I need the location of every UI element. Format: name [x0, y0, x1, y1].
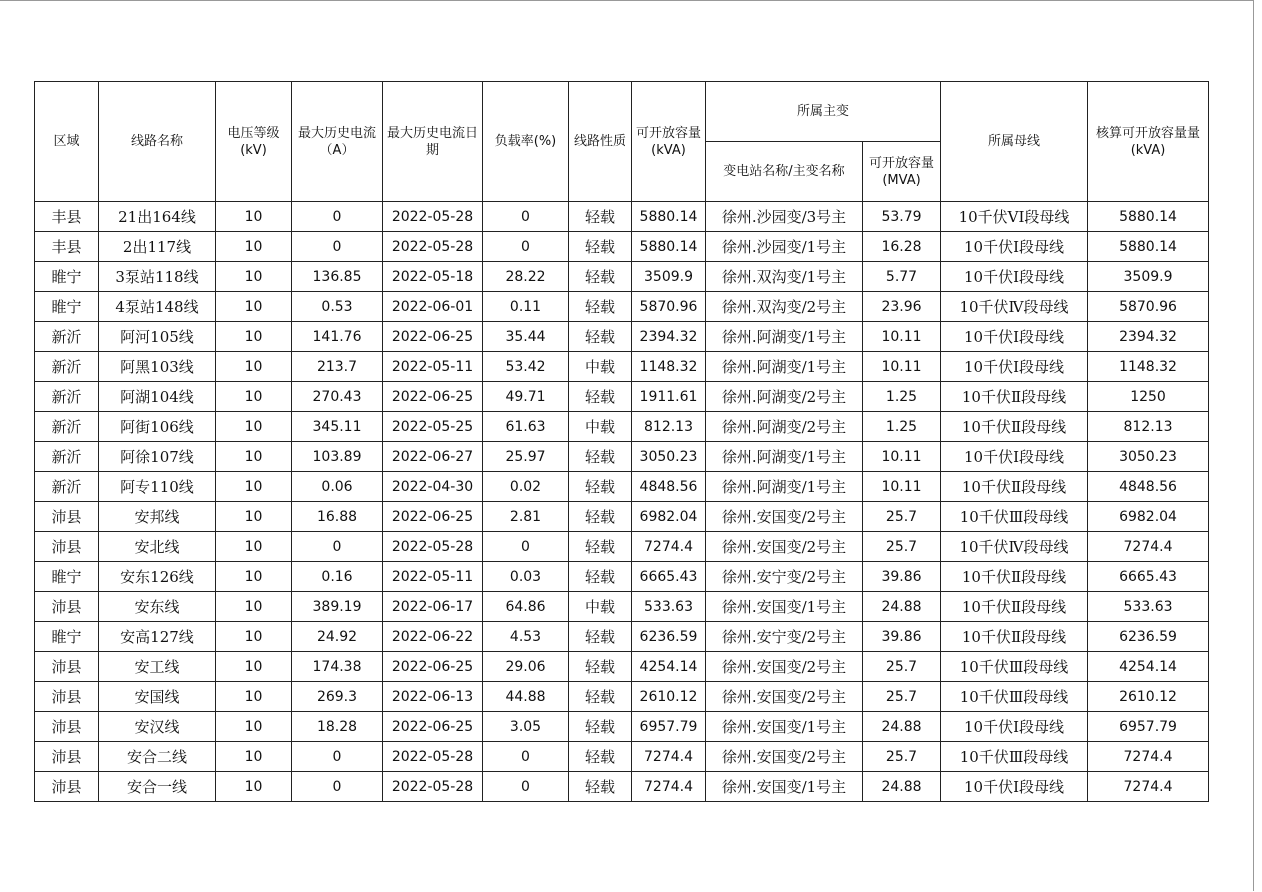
calc-capacity-cell: 3050.23	[1088, 442, 1209, 472]
region-cell: 新沂	[35, 352, 99, 382]
table-row	[35, 382, 1209, 412]
header-region: 区域	[35, 82, 99, 202]
station-cell: 徐州.阿湖变/1号主	[706, 472, 863, 502]
capacity-table	[34, 81, 1209, 802]
header-transformer-group: 所属主变	[706, 82, 941, 142]
load-rate-cell: 35.44	[483, 322, 569, 352]
load-rate-cell: 44.88	[483, 682, 569, 712]
date-cell: 2022-05-28	[383, 532, 483, 562]
calc-capacity-cell: 6665.43	[1088, 562, 1209, 592]
region-cell: 沛县	[35, 532, 99, 562]
open-capacity-cell: 7274.4	[632, 742, 706, 772]
station-cell: 徐州.双沟变/1号主	[706, 262, 863, 292]
date-cell: 2022-06-25	[383, 322, 483, 352]
voltage-cell: 10	[216, 412, 292, 442]
table-row	[35, 652, 1209, 682]
region-cell: 沛县	[35, 592, 99, 622]
transformer-capacity-cell: 23.96	[863, 292, 941, 322]
busbar-cell: 10千伏Ⅱ段母线	[941, 622, 1088, 652]
region-cell: 睢宁	[35, 622, 99, 652]
line-nature-cell: 轻载	[569, 622, 632, 652]
open-capacity-cell: 1148.32	[632, 352, 706, 382]
load-rate-cell: 64.86	[483, 592, 569, 622]
station-cell: 徐州.阿湖变/2号主	[706, 412, 863, 442]
line-name-cell: 阿街106线	[99, 412, 216, 442]
region-cell: 丰县	[35, 232, 99, 262]
station-cell: 徐州.阿湖变/1号主	[706, 442, 863, 472]
max-current-cell: 0	[292, 772, 383, 802]
open-capacity-cell: 4848.56	[632, 472, 706, 502]
date-cell: 2022-06-22	[383, 622, 483, 652]
line-nature-cell: 轻载	[569, 742, 632, 772]
transformer-capacity-cell: 16.28	[863, 232, 941, 262]
busbar-cell: 10千伏Ⅲ段母线	[941, 652, 1088, 682]
busbar-cell: 10千伏Ⅰ段母线	[941, 772, 1088, 802]
voltage-cell: 10	[216, 652, 292, 682]
calc-capacity-cell: 2610.12	[1088, 682, 1209, 712]
load-rate-cell: 53.42	[483, 352, 569, 382]
table-row	[35, 412, 1209, 442]
transformer-capacity-cell: 10.11	[863, 322, 941, 352]
table-row	[35, 682, 1209, 712]
transformer-capacity-cell: 25.7	[863, 502, 941, 532]
header-station-name: 变电站名称/主变名称	[706, 142, 863, 202]
open-capacity-cell: 7274.4	[632, 532, 706, 562]
calc-capacity-cell: 5880.14	[1088, 232, 1209, 262]
max-current-cell: 0.53	[292, 292, 383, 322]
line-name-cell: 安合一线	[99, 772, 216, 802]
line-nature-cell: 轻载	[569, 772, 632, 802]
load-rate-cell: 0	[483, 532, 569, 562]
voltage-cell: 10	[216, 562, 292, 592]
table-row	[35, 292, 1209, 322]
line-name-cell: 2出117线	[99, 232, 216, 262]
station-cell: 徐州.安国变/2号主	[706, 532, 863, 562]
open-capacity-cell: 2610.12	[632, 682, 706, 712]
max-current-cell: 0	[292, 232, 383, 262]
region-cell: 沛县	[35, 772, 99, 802]
calc-capacity-cell: 3509.9	[1088, 262, 1209, 292]
load-rate-cell: 3.05	[483, 712, 569, 742]
line-nature-cell: 中载	[569, 412, 632, 442]
voltage-cell: 10	[216, 292, 292, 322]
voltage-cell: 10	[216, 442, 292, 472]
station-cell: 徐州.阿湖变/1号主	[706, 322, 863, 352]
header-busbar: 所属母线	[941, 82, 1088, 202]
open-capacity-cell: 5880.14	[632, 232, 706, 262]
max-current-cell: 136.85	[292, 262, 383, 292]
table-row	[35, 472, 1209, 502]
open-capacity-cell: 4254.14	[632, 652, 706, 682]
date-cell: 2022-05-11	[383, 562, 483, 592]
voltage-cell: 10	[216, 772, 292, 802]
line-nature-cell: 轻载	[569, 562, 632, 592]
header-line-nature: 线路性质	[569, 82, 632, 202]
table-row	[35, 592, 1209, 622]
calc-capacity-cell: 812.13	[1088, 412, 1209, 442]
date-cell: 2022-05-28	[383, 202, 483, 232]
max-current-cell: 0.06	[292, 472, 383, 502]
busbar-cell: 10千伏Ⅱ段母线	[941, 382, 1088, 412]
header-open-capacity: 可开放容量(kVA)	[632, 82, 706, 202]
open-capacity-cell: 6982.04	[632, 502, 706, 532]
max-current-cell: 0	[292, 202, 383, 232]
max-current-cell: 269.3	[292, 682, 383, 712]
open-capacity-cell: 5870.96	[632, 292, 706, 322]
station-cell: 徐州.安国变/2号主	[706, 652, 863, 682]
open-capacity-cell: 3509.9	[632, 262, 706, 292]
line-nature-cell: 轻载	[569, 442, 632, 472]
header-max-current-date: 最大历史电流日期	[383, 82, 483, 202]
busbar-cell: 10千伏Ⅲ段母线	[941, 502, 1088, 532]
region-cell: 新沂	[35, 412, 99, 442]
max-current-cell: 24.92	[292, 622, 383, 652]
calc-capacity-cell: 1148.32	[1088, 352, 1209, 382]
transformer-capacity-cell: 10.11	[863, 352, 941, 382]
line-nature-cell: 轻载	[569, 322, 632, 352]
max-current-cell: 0	[292, 742, 383, 772]
busbar-cell: 10千伏Ⅱ段母线	[941, 412, 1088, 442]
line-nature-cell: 中载	[569, 352, 632, 382]
max-current-cell: 213.7	[292, 352, 383, 382]
transformer-capacity-cell: 39.86	[863, 622, 941, 652]
calc-capacity-cell: 533.63	[1088, 592, 1209, 622]
line-name-cell: 阿河105线	[99, 322, 216, 352]
open-capacity-cell: 1911.61	[632, 382, 706, 412]
open-capacity-cell: 6957.79	[632, 712, 706, 742]
voltage-cell: 10	[216, 472, 292, 502]
table-row	[35, 532, 1209, 562]
transformer-capacity-cell: 1.25	[863, 412, 941, 442]
line-nature-cell: 轻载	[569, 382, 632, 412]
date-cell: 2022-05-25	[383, 412, 483, 442]
transformer-capacity-cell: 1.25	[863, 382, 941, 412]
region-cell: 睢宁	[35, 562, 99, 592]
header-voltage: 电压等级(kV)	[216, 82, 292, 202]
load-rate-cell: 49.71	[483, 382, 569, 412]
table-row	[35, 352, 1209, 382]
line-nature-cell: 轻载	[569, 502, 632, 532]
line-name-cell: 阿专110线	[99, 472, 216, 502]
busbar-cell: 10千伏Ⅰ段母线	[941, 232, 1088, 262]
voltage-cell: 10	[216, 622, 292, 652]
calc-capacity-cell: 7274.4	[1088, 772, 1209, 802]
calc-capacity-cell: 4848.56	[1088, 472, 1209, 502]
transformer-capacity-cell: 25.7	[863, 532, 941, 562]
max-current-cell: 18.28	[292, 712, 383, 742]
open-capacity-cell: 6665.43	[632, 562, 706, 592]
busbar-cell: 10千伏Ⅰ段母线	[941, 262, 1088, 292]
date-cell: 2022-06-27	[383, 442, 483, 472]
table-row	[35, 232, 1209, 262]
line-nature-cell: 轻载	[569, 472, 632, 502]
date-cell: 2022-06-25	[383, 712, 483, 742]
region-cell: 新沂	[35, 472, 99, 502]
table-row	[35, 322, 1209, 352]
table-row	[35, 622, 1209, 652]
table-row	[35, 442, 1209, 472]
voltage-cell: 10	[216, 352, 292, 382]
line-name-cell: 安合二线	[99, 742, 216, 772]
open-capacity-cell: 7274.4	[632, 772, 706, 802]
transformer-capacity-cell: 10.11	[863, 472, 941, 502]
line-name-cell: 安国线	[99, 682, 216, 712]
line-nature-cell: 中载	[569, 592, 632, 622]
calc-capacity-cell: 2394.32	[1088, 322, 1209, 352]
busbar-cell: 10千伏Ⅲ段母线	[941, 682, 1088, 712]
header-load-rate: 负载率(%)	[483, 82, 569, 202]
line-name-cell: 4泵站148线	[99, 292, 216, 322]
station-cell: 徐州.安宁变/2号主	[706, 622, 863, 652]
calc-capacity-cell: 7274.4	[1088, 532, 1209, 562]
busbar-cell: 10千伏Ⅰ段母线	[941, 322, 1088, 352]
station-cell: 徐州.安国变/1号主	[706, 712, 863, 742]
table-row	[35, 202, 1209, 232]
transformer-capacity-cell: 5.77	[863, 262, 941, 292]
voltage-cell: 10	[216, 232, 292, 262]
busbar-cell: 10千伏VI段母线	[941, 202, 1088, 232]
transformer-capacity-cell: 24.88	[863, 772, 941, 802]
voltage-cell: 10	[216, 322, 292, 352]
line-nature-cell: 轻载	[569, 532, 632, 562]
transformer-capacity-cell: 25.7	[863, 682, 941, 712]
open-capacity-cell: 6236.59	[632, 622, 706, 652]
table-row	[35, 742, 1209, 772]
busbar-cell: 10千伏Ⅱ段母线	[941, 562, 1088, 592]
transformer-capacity-cell: 24.88	[863, 712, 941, 742]
voltage-cell: 10	[216, 382, 292, 412]
load-rate-cell: 0.03	[483, 562, 569, 592]
line-name-cell: 21出164线	[99, 202, 216, 232]
region-cell: 沛县	[35, 502, 99, 532]
station-cell: 徐州.安国变/1号主	[706, 592, 863, 622]
line-name-cell: 安北线	[99, 532, 216, 562]
open-capacity-cell: 3050.23	[632, 442, 706, 472]
busbar-cell: 10千伏Ⅳ段母线	[941, 532, 1088, 562]
load-rate-cell: 0	[483, 232, 569, 262]
load-rate-cell: 0	[483, 202, 569, 232]
line-name-cell: 安工线	[99, 652, 216, 682]
voltage-cell: 10	[216, 592, 292, 622]
date-cell: 2022-06-01	[383, 292, 483, 322]
max-current-cell: 270.43	[292, 382, 383, 412]
line-nature-cell: 轻载	[569, 652, 632, 682]
busbar-cell: 10千伏Ⅰ段母线	[941, 442, 1088, 472]
max-current-cell: 103.89	[292, 442, 383, 472]
date-cell: 2022-06-17	[383, 592, 483, 622]
station-cell: 徐州.阿湖变/1号主	[706, 352, 863, 382]
load-rate-cell: 25.97	[483, 442, 569, 472]
max-current-cell: 16.88	[292, 502, 383, 532]
region-cell: 丰县	[35, 202, 99, 232]
load-rate-cell: 4.53	[483, 622, 569, 652]
date-cell: 2022-06-25	[383, 652, 483, 682]
open-capacity-cell: 5880.14	[632, 202, 706, 232]
header-transformer-capacity: 可开放容量(MVA)	[863, 142, 941, 202]
voltage-cell: 10	[216, 502, 292, 532]
line-nature-cell: 轻载	[569, 202, 632, 232]
transformer-capacity-cell: 53.79	[863, 202, 941, 232]
max-current-cell: 0	[292, 532, 383, 562]
station-cell: 徐州.沙园变/1号主	[706, 232, 863, 262]
header-line-name: 线路名称	[99, 82, 216, 202]
region-cell: 沛县	[35, 652, 99, 682]
transformer-capacity-cell: 25.7	[863, 742, 941, 772]
header-calc-capacity: 核算可开放容量量(kVA)	[1088, 82, 1209, 202]
line-name-cell: 安汉线	[99, 712, 216, 742]
calc-capacity-cell: 7274.4	[1088, 742, 1209, 772]
line-nature-cell: 轻载	[569, 712, 632, 742]
table-row	[35, 712, 1209, 742]
voltage-cell: 10	[216, 262, 292, 292]
voltage-cell: 10	[216, 682, 292, 712]
load-rate-cell: 0	[483, 772, 569, 802]
max-current-cell: 389.19	[292, 592, 383, 622]
line-name-cell: 阿徐107线	[99, 442, 216, 472]
busbar-cell: 10千伏Ⅳ段母线	[941, 292, 1088, 322]
calc-capacity-cell: 6982.04	[1088, 502, 1209, 532]
busbar-cell: 10千伏Ⅱ段母线	[941, 592, 1088, 622]
table-row	[35, 562, 1209, 592]
calc-capacity-cell: 4254.14	[1088, 652, 1209, 682]
load-rate-cell: 0	[483, 742, 569, 772]
line-name-cell: 阿黑103线	[99, 352, 216, 382]
station-cell: 徐州.安宁变/2号主	[706, 562, 863, 592]
station-cell: 徐州.阿湖变/2号主	[706, 382, 863, 412]
station-cell: 徐州.安国变/2号主	[706, 682, 863, 712]
max-current-cell: 0.16	[292, 562, 383, 592]
table-row	[35, 772, 1209, 802]
calc-capacity-cell: 5880.14	[1088, 202, 1209, 232]
max-current-cell: 141.76	[292, 322, 383, 352]
station-cell: 徐州.安国变/2号主	[706, 502, 863, 532]
region-cell: 沛县	[35, 682, 99, 712]
transformer-capacity-cell: 25.7	[863, 652, 941, 682]
region-cell: 睢宁	[35, 292, 99, 322]
busbar-cell: 10千伏Ⅰ段母线	[941, 352, 1088, 382]
line-nature-cell: 轻载	[569, 682, 632, 712]
max-current-cell: 174.38	[292, 652, 383, 682]
load-rate-cell: 28.22	[483, 262, 569, 292]
open-capacity-cell: 533.63	[632, 592, 706, 622]
calc-capacity-cell: 6957.79	[1088, 712, 1209, 742]
line-nature-cell: 轻载	[569, 292, 632, 322]
date-cell: 2022-06-13	[383, 682, 483, 712]
line-name-cell: 阿湖104线	[99, 382, 216, 412]
station-cell: 徐州.沙园变/3号主	[706, 202, 863, 232]
date-cell: 2022-05-11	[383, 352, 483, 382]
date-cell: 2022-05-28	[383, 742, 483, 772]
open-capacity-cell: 812.13	[632, 412, 706, 442]
header-max-current: 最大历史电流（A）	[292, 82, 383, 202]
max-current-cell: 345.11	[292, 412, 383, 442]
line-name-cell: 安东126线	[99, 562, 216, 592]
line-name-cell: 安东线	[99, 592, 216, 622]
station-cell: 徐州.安国变/2号主	[706, 742, 863, 772]
table-row	[35, 262, 1209, 292]
busbar-cell: 10千伏Ⅱ段母线	[941, 472, 1088, 502]
calc-capacity-cell: 5870.96	[1088, 292, 1209, 322]
region-cell: 新沂	[35, 442, 99, 472]
calc-capacity-cell: 1250	[1088, 382, 1209, 412]
region-cell: 新沂	[35, 382, 99, 412]
voltage-cell: 10	[216, 742, 292, 772]
load-rate-cell: 2.81	[483, 502, 569, 532]
date-cell: 2022-06-25	[383, 502, 483, 532]
transformer-capacity-cell: 24.88	[863, 592, 941, 622]
table-row	[35, 502, 1209, 532]
voltage-cell: 10	[216, 712, 292, 742]
region-cell: 新沂	[35, 322, 99, 352]
line-nature-cell: 轻载	[569, 262, 632, 292]
date-cell: 2022-05-28	[383, 232, 483, 262]
region-cell: 沛县	[35, 742, 99, 772]
line-name-cell: 安高127线	[99, 622, 216, 652]
line-name-cell: 安邦线	[99, 502, 216, 532]
station-cell: 徐州.双沟变/2号主	[706, 292, 863, 322]
date-cell: 2022-05-18	[383, 262, 483, 292]
busbar-cell: 10千伏Ⅲ段母线	[941, 742, 1088, 772]
region-cell: 睢宁	[35, 262, 99, 292]
date-cell: 2022-06-25	[383, 382, 483, 412]
region-cell: 沛县	[35, 712, 99, 742]
open-capacity-cell: 2394.32	[632, 322, 706, 352]
voltage-cell: 10	[216, 532, 292, 562]
load-rate-cell: 61.63	[483, 412, 569, 442]
busbar-cell: 10千伏Ⅰ段母线	[941, 712, 1088, 742]
line-nature-cell: 轻载	[569, 232, 632, 262]
date-cell: 2022-05-28	[383, 772, 483, 802]
transformer-capacity-cell: 10.11	[863, 442, 941, 472]
load-rate-cell: 29.06	[483, 652, 569, 682]
date-cell: 2022-04-30	[383, 472, 483, 502]
load-rate-cell: 0.11	[483, 292, 569, 322]
line-name-cell: 3泵站118线	[99, 262, 216, 292]
voltage-cell: 10	[216, 202, 292, 232]
station-cell: 徐州.安国变/1号主	[706, 772, 863, 802]
calc-capacity-cell: 6236.59	[1088, 622, 1209, 652]
transformer-capacity-cell: 39.86	[863, 562, 941, 592]
load-rate-cell: 0.02	[483, 472, 569, 502]
